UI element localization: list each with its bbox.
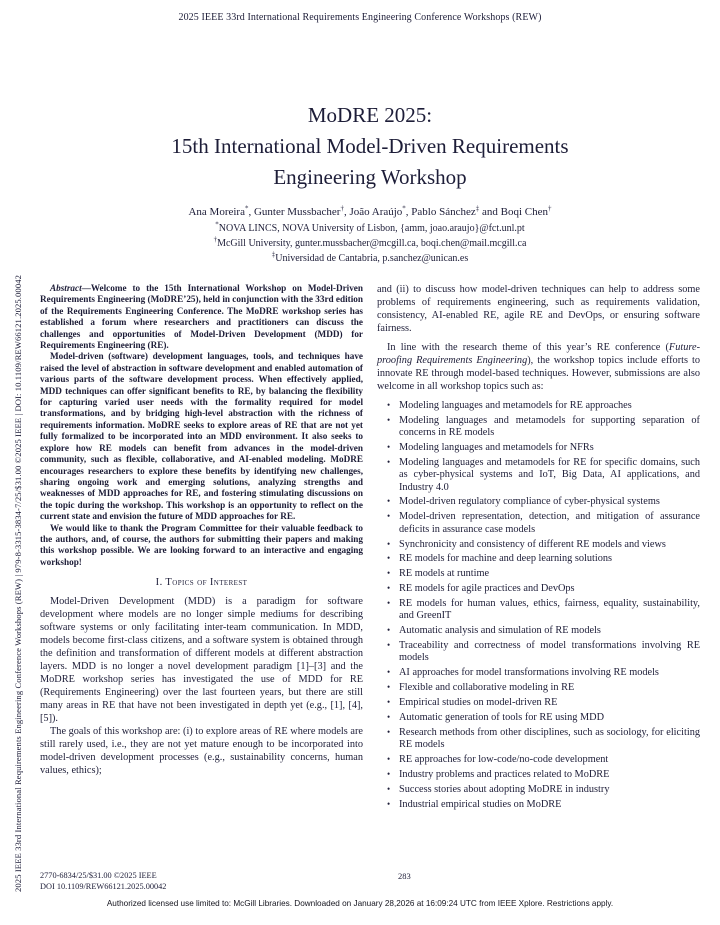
topics-list <box>387 399 700 811</box>
conference-theme: Future-proofing Requirements Engineering <box>377 342 700 366</box>
paper-content <box>40 100 700 813</box>
topic-item: • RE models for agile practices and DevOps <box>387 582 700 595</box>
topic-item: • RE models for machine and deep learning solutions <box>387 552 700 565</box>
two-column-body <box>40 283 700 813</box>
affiliation-mark: * <box>215 220 219 229</box>
section-heading: I. Topics of Interest <box>155 577 248 589</box>
right-column <box>377 283 700 813</box>
author: Ana Moreira*, <box>188 204 254 218</box>
topic-item: • Modeling languages and metamodels for RE for specific domains, such as cyber-physical systems and IoT, Big Data, AI applications, and Industry 4.0 <box>387 456 700 494</box>
section-paragraph-1: Model-Driven Development (MDD) is a paradigm for software development where models are no longer simple mediums for describing software systems or only facilitating inter-team communication. In MDD, models become first-class citizens, and a software system is obtained through the definition and transformation of different models at different abstraction layers. MDD is no longer a novel development paradigm [1]–[3] and the MoDRE workshop series has investigated the use of MDD for RE (Requirements Engineering) over the last fourteen years, but there are still many areas in RE that have not been investigated in depth yet (e.g., [1], [4], [5]). <box>40 596 363 725</box>
affiliation-line: †McGill University, gunter.mussbacher@mcgill.ca, boqi.chen@mail.mcgill.ca <box>213 235 527 249</box>
topic-item: • Industrial empirical studies on MoDRE <box>387 798 700 811</box>
section-paragraph-4: In line with the research theme of this year’s RE conference (Future-proofing Requirements Engineering), the workshop topics include efforts to innovate RE through model-based techniques. However, submissions are also welcome in all workshop topics such as: <box>377 342 700 392</box>
topic-item: • Industry problems and practices related to MoDRE <box>387 768 700 781</box>
topic-item: • RE models at runtime <box>387 567 700 580</box>
footer-copyright: 2770-6834/25/$31.00 ©2025 IEEE <box>40 871 157 880</box>
abstract-paragraph-1: Abstract—Welcome to the 15th International Workshop on Model-Driven Requirements Engineering (MoDRE’25), held in conjunction with the 33rd edition of the Requirements Engineering Conference. The MoDRE workshop series has established a forum where researchers and practitioners can discuss the challenges and opportunities of Model-Driven Development (MDD) for Requirements Engineering (RE). <box>40 283 363 351</box>
topic-item: • Modeling languages and metamodels for supporting separation of concerns in RE models <box>387 414 700 440</box>
author-mark: * <box>402 204 406 213</box>
abstract-label: Abstract <box>50 283 82 293</box>
affiliations <box>40 221 700 266</box>
footer-doi: DOI 10.1109/REW66121.2025.00042 <box>40 881 167 891</box>
affiliation-mark: ‡ <box>271 250 276 259</box>
author-mark: ‡ <box>475 204 480 213</box>
topic-item: • Modeling languages and metamodels for NFRs <box>387 441 700 454</box>
topic-item: • Synchronicity and consistency of different RE models and views <box>387 538 700 551</box>
author-mark: * <box>244 204 249 213</box>
author: Pablo Sánchez‡ and <box>411 204 501 218</box>
left-column <box>40 283 363 813</box>
abstract <box>40 283 363 568</box>
title-line-1: MoDRE 2025: <box>307 103 433 127</box>
license-notice: Authorized licensed use limited to: McGill Libraries. Downloaded on January 28,2026 at 16:09:24 UTC from IEEE Xplore. Restrictions apply. <box>106 899 614 908</box>
topic-item: • RE approaches for low-code/no-code development <box>387 753 700 766</box>
abstract-paragraph-3: We would like to thank the Program Committee for their valuable feedback to the authors, and, of course, the authors for submitting their papers and making this workshop possible. We are looking forward to an interactive and engaging workshop! <box>40 522 363 567</box>
topic-item: • Empirical studies on model-driven RE <box>387 696 700 709</box>
author: João Araújo*, <box>349 204 412 218</box>
authors-line <box>40 206 700 218</box>
author-mark: † <box>340 204 344 213</box>
topic-item: • RE models for human values, ethics, fairness, equality, sustainability, and GreenIT <box>387 597 700 623</box>
sidebar-copyright-text: 2025 IEEE 33rd International Requirements Engineering Conference Workshops (REW) | 979-8-3315-3834-7/25/$31.00 ©2025 IEEE | DOI: 10.1109/REW66121.2025.00042 <box>13 274 23 892</box>
topic-item: • Model-driven regulatory compliance of cyber-physical systems <box>387 495 700 508</box>
author: Gunter Mussbacher†, <box>253 204 350 218</box>
page-number: 283 <box>398 871 411 881</box>
topic-item: • Research methods from other disciplines, such as sociology, for eliciting RE models <box>387 726 700 752</box>
topic-item: • Traceability and correctness of model transformations involving RE models <box>387 639 700 665</box>
affiliation-line: ‡Universidad de Cantabria, p.sanchez@unican.es <box>271 250 469 264</box>
topic-item: • Modeling languages and metamodels for RE approaches <box>387 399 700 412</box>
paper-title <box>40 100 700 193</box>
abstract-paragraph-2: Model-driven (software) development languages, tools, and techniques have raised the level of abstraction in software development and enabled automation of various parts of the software development process. When effectively applied, MDD techniques can offer significant benefits to RE, by balancing the flexibility for capturing varied user needs with the formality required for model transformations, and by bridging high-level abstraction with the richness of requirements information. MoDRE seeks to explore areas of RE that are not yet fully formalized to be incorporated into an MDD environment. It also seeks to explore how RE models can benefit from advances in the model-driven community, such as flexible, collaborative, and AI-enabled modeling. MoDRE encourages researchers to explore these benefits by identifying new challenges, sharing ongoing work and emerging solutions, analyzing strengths and weaknesses of MDD approaches for RE, and fostering stimulating discussions on the topic during the workshop. This workshop is an opportunity to reflect on the current state and envision the future of MDD approaches for RE. <box>40 351 363 522</box>
author-mark: † <box>548 204 552 213</box>
author: Boqi Chen† <box>500 204 552 218</box>
title-line-3: Engineering Workshop <box>273 165 467 189</box>
section-paragraph-2: The goals of this workshop are: (i) to explore areas of RE where models are still rarely used, i.e., they are not yet mature enough to be incorporated into model-driven development processes (e.g., sustainability concerns, human values, ethics); <box>40 726 363 777</box>
running-header: 2025 IEEE 33rd International Requirements Engineering Conference Workshops (REW) <box>178 12 542 23</box>
topic-item: • Success stories about adopting MoDRE in industry <box>387 783 700 796</box>
affiliation-mark: † <box>213 235 218 244</box>
topic-item: • Flexible and collaborative modeling in RE <box>387 681 700 694</box>
topic-item: • Automatic generation of tools for RE using MDD <box>387 711 700 724</box>
title-line-2: 15th International Model-Driven Requirements <box>171 134 569 158</box>
section-paragraph-3: and (ii) to discuss how model-driven techniques can help to address some problems of requirements engineering, such as requirements validation, consistency, AI-enabled RE, agile RE and DevOps, or ensuring software fairness. <box>377 284 700 334</box>
topic-item: • Model-driven representation, detection, and mitigation of assurance deficits in assurance case models <box>387 510 700 536</box>
topic-item: • Automatic analysis and simulation of RE models <box>387 624 700 637</box>
topic-item: • AI approaches for model transformations involving RE models <box>387 666 700 679</box>
footer-copyright-block <box>40 871 166 892</box>
affiliation-line: *NOVA LINCS, NOVA University of Lisbon, {amm, joao.araujo}@fct.unl.pt <box>215 220 525 234</box>
